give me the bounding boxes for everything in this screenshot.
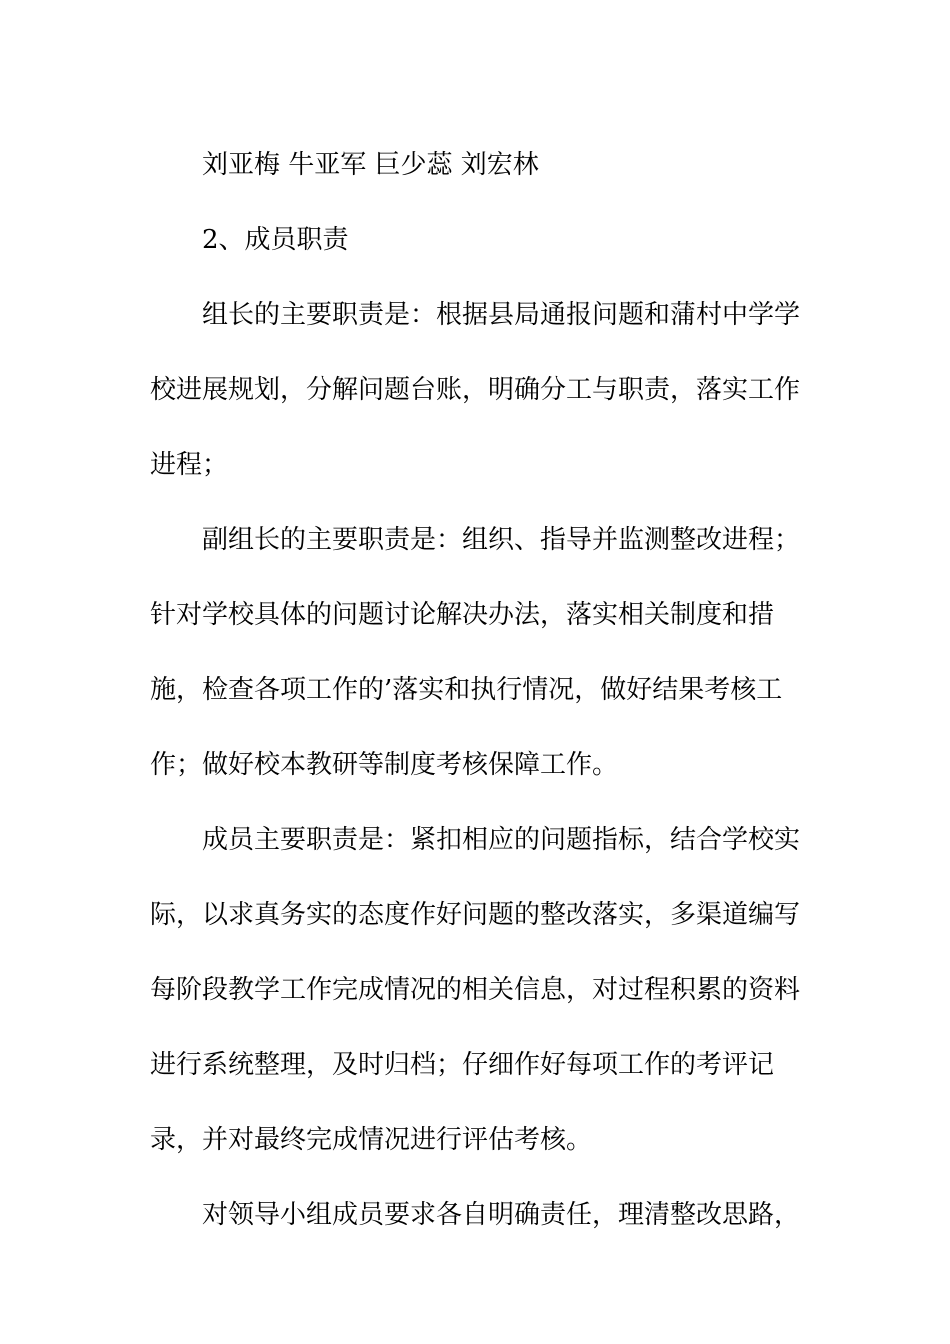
document-body — [150, 128, 800, 1253]
paragraph-group-requirements: 对领导小组成员要求各自明确责任，理清整改思路， — [202, 1200, 801, 1230]
paragraph-leader-duties: 组长的主要职责是：根据县局通报问题和蒲村中学学校进展规划，分解问题台账，明确分工与职责，落实工作进程； — [150, 300, 801, 480]
paragraph-deputy-leader-duties: 副组长的主要职责是：组织、指导并监测整改进程；针对学校具体的问题讨论解决办法，落实相关制度和措施，检查各项工作的’落实和执行情况，做好结果考核工作；做好校本教研等制度考核保障工作。 — [150, 525, 801, 780]
paragraph-member-duties: 成员主要职责是：紧扣相应的问题指标，结合学校实际，以求真务实的态度作好问题的整改落实，多渠道编写每阶段教学工作完成情况的相关信息，对过程积累的资料进行系统整理，及时归档；仔细作好每项工作的考评记录，并对最终完成情况进行评估考核。 — [150, 825, 801, 1155]
section-heading-member-duties: 2、成员职责 — [202, 225, 349, 255]
member-names: 刘亚梅 牛亚军 巨少蕊 刘宏林 — [202, 150, 539, 180]
